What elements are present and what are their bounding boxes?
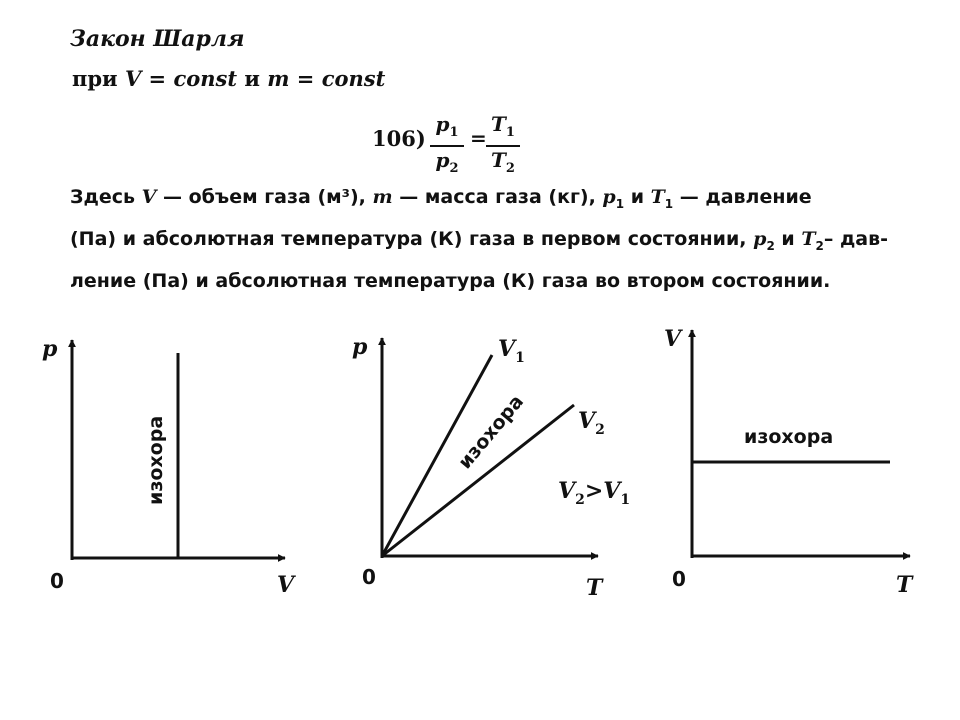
graph1-line-label: изохора [145, 415, 167, 505]
graph2-x-label: T [586, 575, 603, 601]
graph3-origin: 0 [672, 567, 686, 591]
t2-subscript: 2 [505, 161, 515, 176]
condition-m-const: m = const [267, 66, 386, 91]
paragraph-line-2: (Па) и абсолютная температура (К) газа в первом состоянии, $p_2$ и $T_2-$ дав- [70, 227, 889, 253]
condition-conj: и [244, 66, 260, 91]
equals-sign: = [470, 126, 487, 150]
p2-symbol: p [435, 148, 450, 172]
paragraph-line-3: ление (Па) и абсолютная температура (К) газа во втором состоянии. [70, 269, 831, 292]
p2-subscript: 2 [449, 161, 459, 176]
p1-subscript: 1 [449, 125, 459, 140]
t1-symbol: T [491, 112, 506, 136]
t2-symbol: T [491, 148, 506, 172]
graph3-y-label: V [664, 326, 682, 352]
graph2-line-v2 [382, 405, 574, 556]
graph1-x-label: V [277, 572, 295, 598]
graph2-relation-label: $V_2>V_1$ [558, 478, 631, 508]
graph2-origin: 0 [362, 565, 376, 589]
graph-p-v [42, 336, 296, 598]
graph2-v1-label: $V_1$ [498, 336, 525, 366]
graph1-origin: 0 [50, 569, 64, 593]
graph2-v2-label: $V_2$ [578, 408, 605, 438]
condition-v-const: V = const [124, 66, 238, 91]
section-title: Закон Шарля [70, 26, 245, 52]
graph2-y-label: p [352, 334, 368, 360]
condition-prefix: при [72, 66, 118, 91]
graph-v-t [664, 326, 914, 598]
graph1-y-label: p [42, 336, 58, 362]
graph3-line-label: изохора [744, 426, 834, 448]
graph3-x-label: T [896, 572, 913, 598]
p1-symbol: p [435, 112, 450, 136]
formula-number: 106) [372, 126, 426, 151]
paragraph-line-1: Здесь V — объем газа (м³), m — масса газа (кг), $p_1$ и $T_1$ — давление [70, 186, 812, 211]
graph2-line-label: изохора [453, 390, 529, 474]
t1-subscript: 1 [505, 125, 515, 140]
graph-p-t [352, 334, 630, 601]
